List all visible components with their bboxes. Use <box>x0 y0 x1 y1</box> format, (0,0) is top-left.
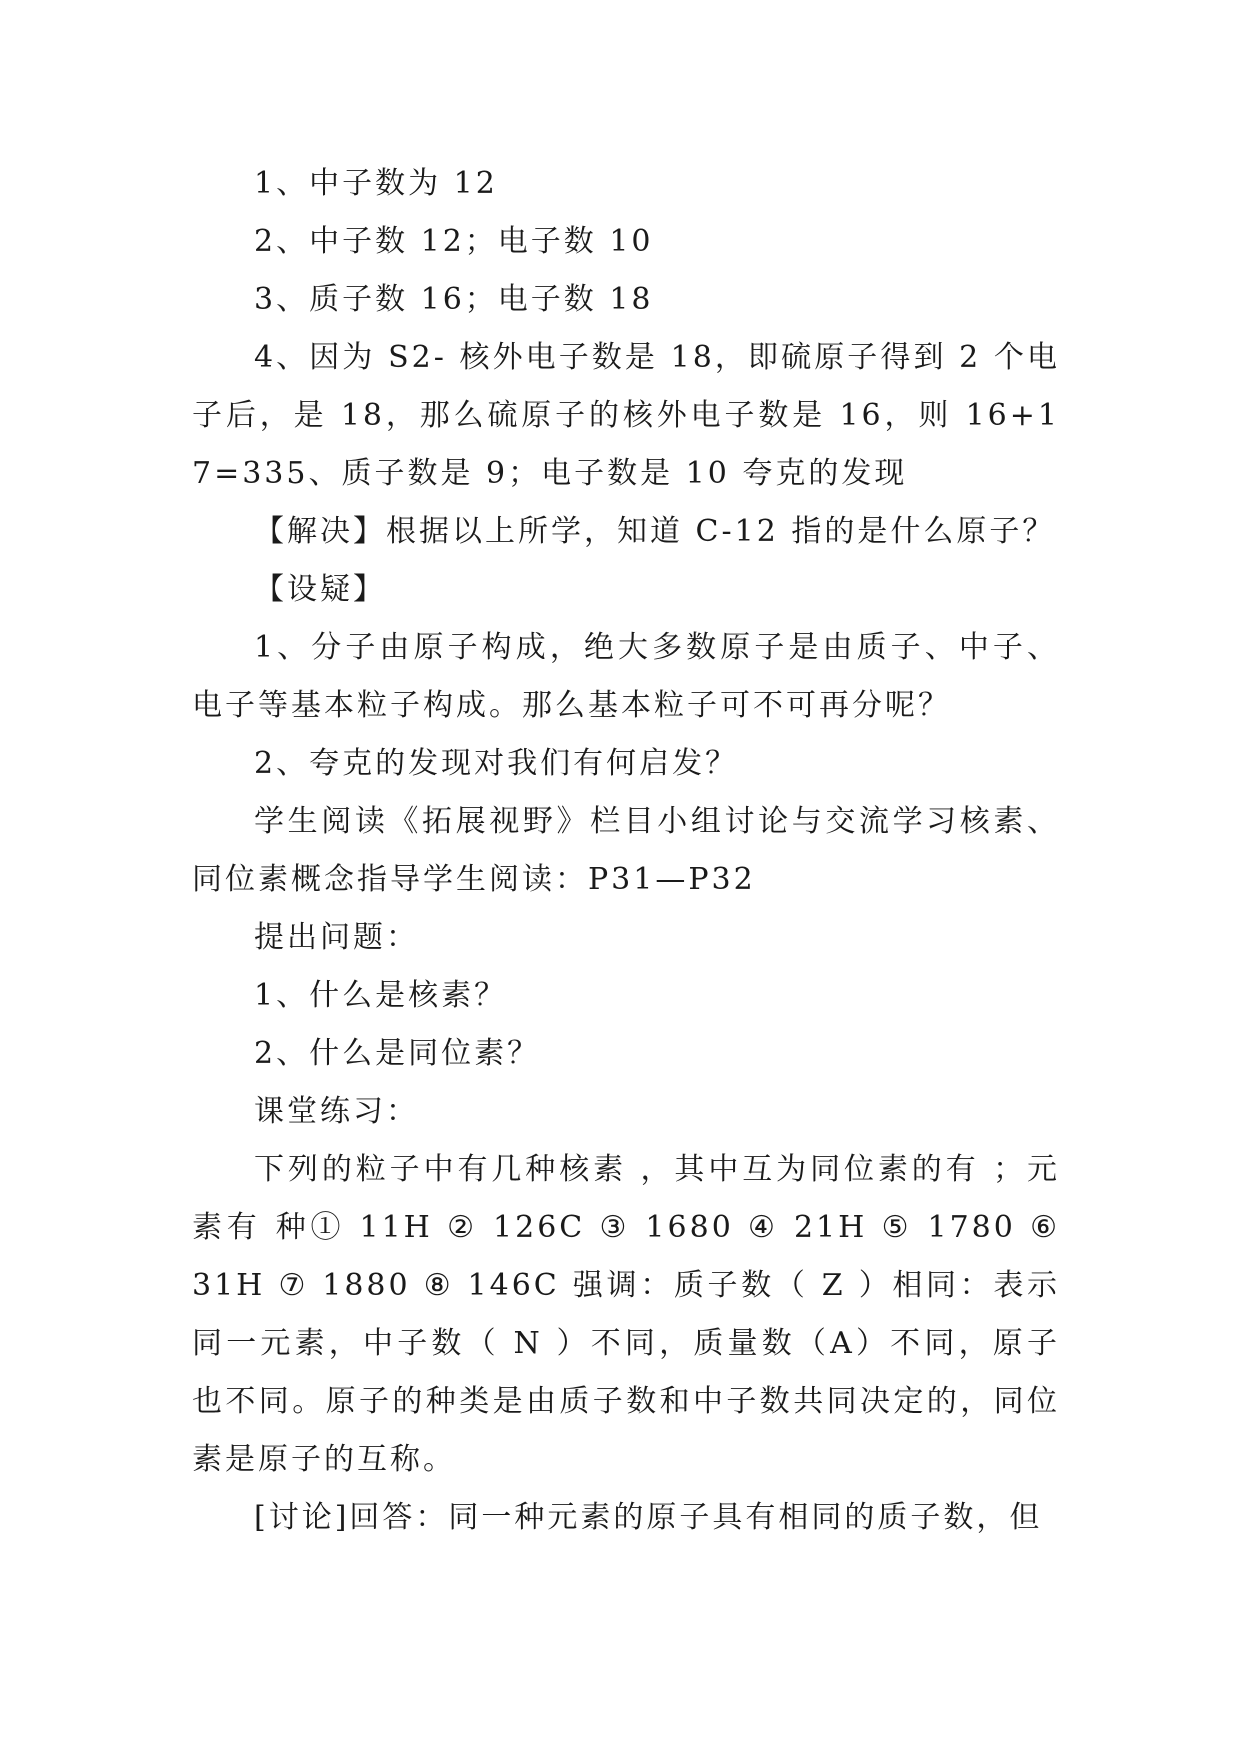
paragraph-2: 2、中子数 12；电子数 10 <box>254 224 654 259</box>
paragraph-9: 学生阅读《拓展视野》栏目小组讨论与交流学习核素、同位素概念指导学生阅读：P31—P32 <box>192 804 1060 897</box>
paragraph-6: 【设疑】 <box>254 572 386 607</box>
paragraph-5: 【解决】根据以上所学，知道 C-12 指的是什么原子？ <box>254 514 1056 549</box>
paragraph-11: 1、什么是核素？ <box>254 978 508 1013</box>
paragraph-4: 4、因为 S2- 核外电子数是 18，即硫原子得到 2 个电子后，是 18，那么硫原子的核外电子数是 16，则 16+17=335、质子数是 9；电子数是 10 夸克的发现 <box>192 340 1060 491</box>
paragraph-13: 课堂练习： <box>254 1094 419 1129</box>
paragraph-1: 1、中子数为 12 <box>254 166 498 201</box>
paragraph-7: 1、分子由原子构成，绝大多数原子是由质子、中子、电子等基本粒子构成。那么基本粒子可不可再分呢？ <box>192 630 1060 723</box>
paragraph-12: 2、什么是同位素？ <box>254 1036 541 1071</box>
paragraph-8: 2、夸克的发现对我们有何启发？ <box>254 746 739 781</box>
paragraph-14: 下列的粒子中有几种核素 ，其中互为同位素的有 ；元素有 种① 11H ② 126C ③ 1680 ④ 21H ⑤ 1780 ⑥ 31H ⑦ 1880 ⑧ 146C 强调：质子数（ Z ）相同：表示同一元素，中子数（ N ）不同，质量数（A）不同，原子也不同。原子的种类是由质子数和中子数共同决定的，同位素是原子的互称。 <box>192 1152 1060 1477</box>
paragraph-15: [讨论]回答：同一种元素的原子具有相同的质子数，但 <box>254 1500 1043 1535</box>
paragraph-3: 3、质子数 16；电子数 18 <box>254 282 654 317</box>
paragraph-10: 提出问题： <box>254 920 419 955</box>
document-body <box>192 155 1060 1547</box>
